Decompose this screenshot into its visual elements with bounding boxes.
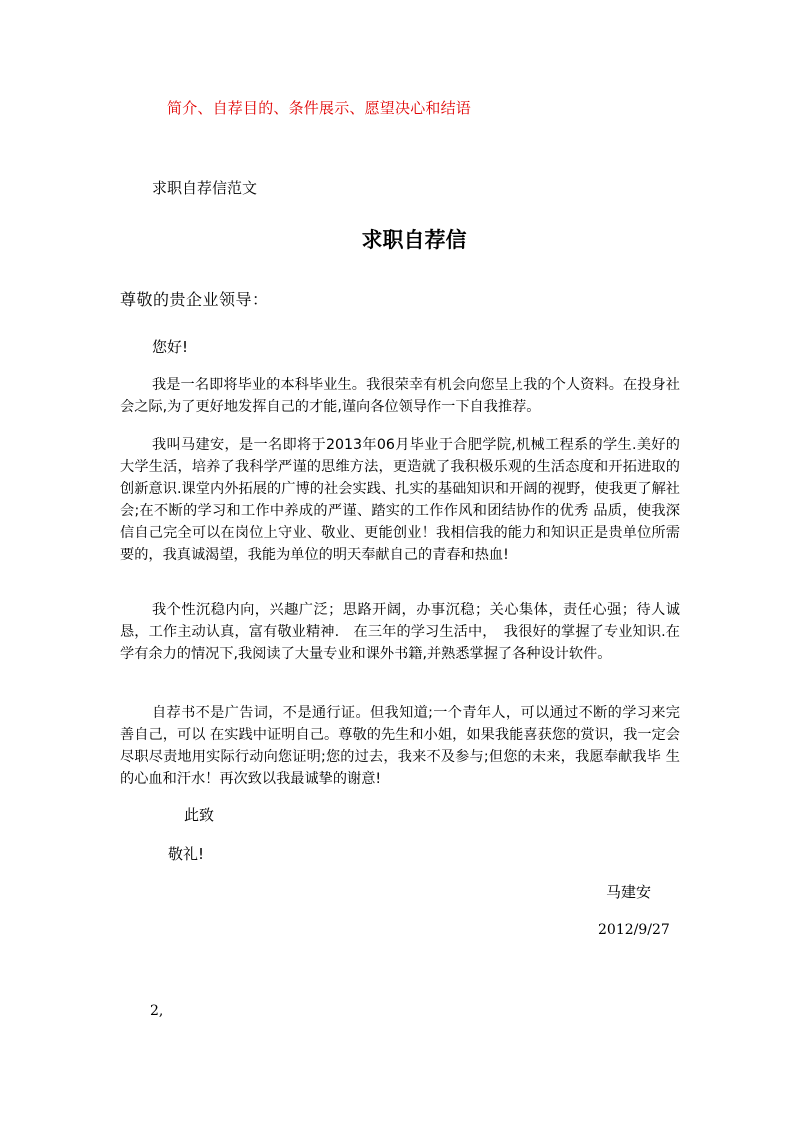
paragraph-personality: 我个性沉稳内向，兴趣广泛；思路开阔，办事沉稳；关心集体，责任心强；待人诚恳，工作主动认真，富有敬业精神. 在三年的学习生活中， 我很好的掌握了专业知识.在学有余力的情况下,我阅读了大量专业和课外书籍,并熟悉掌握了各种设计软件。 — [120, 602, 680, 662]
paragraph-background: 我叫马建安，是一名即将于2013年06月毕业于合肥学院,机械工程系的学生.美好的大学生活，培养了我科学严谨的思维方法，更造就了我积极乐观的生活态度和开拓进取的创新意识.课堂内外拓展的广博的社会实践、扎实的基础知识和开阔的视野，使我更了解社会;在不断的学习和工作中养成的严谨、踏实的工作作风和团结协作的优秀 品质，使我深信自己完全可以在岗位上守业、敬业、更能创业！我相信我的能力和知识正是贵单位所需要的，我真诚渴望，我能为单位的明天奉献自己的青春和热血! — [120, 437, 680, 563]
closing-line-1: 此致 — [184, 806, 215, 824]
header-note: 简介、自荐目的、条件展示、愿望决心和结语 — [167, 99, 472, 117]
salutation: 尊敬的贵企业领导： — [120, 290, 269, 309]
closing-line-2: 敬礼! — [168, 845, 205, 863]
document-label: 求职自荐信范文 — [152, 179, 258, 197]
page-number: 2, — [150, 1003, 164, 1019]
paragraph-intro: 我是一名即将毕业的本科毕业生。我很荣幸有机会向您呈上我的个人资料。在投身社会之际,为了更好地发挥自己的才能,谨向各位领导作一下自我推荐。 — [120, 377, 680, 415]
letter-date: 2012/9/27 — [598, 922, 670, 938]
signer-name: 马建安 — [606, 883, 652, 901]
document-title: 求职自荐信 — [361, 228, 467, 252]
greeting: 您好! — [152, 338, 189, 356]
paragraph-conclusion: 自荐书不是广告词，不是通行证。但我知道;一个青年人，可以通过不断的学习来完善自己，可以 在实践中证明自己。尊敬的先生和小姐，如果我能喜获您的赏识，我一定会尽职尽责地用实际行动向您证明;您的过去，我来不及参与;但您的未来，我愿奉献我毕 生的心血和汗水！再次致以我最诚挚的谢意! — [120, 705, 680, 787]
